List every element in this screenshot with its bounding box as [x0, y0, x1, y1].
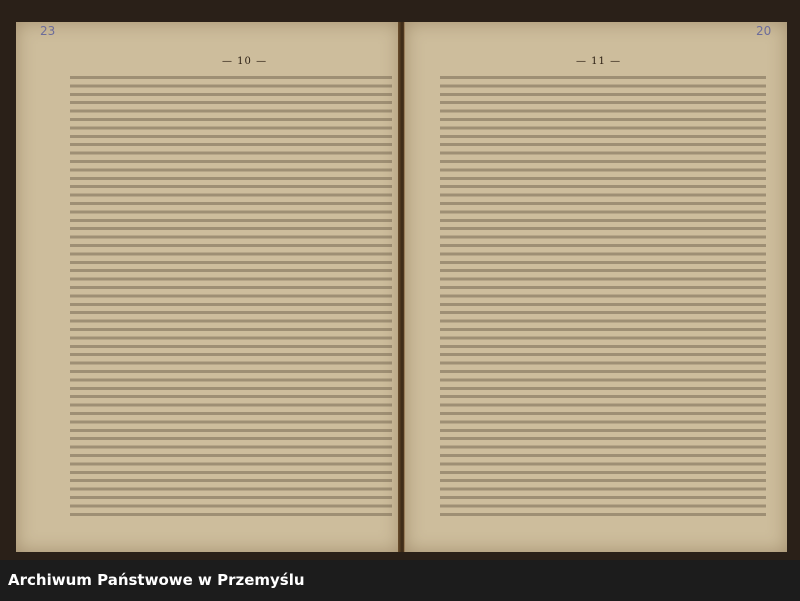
right-corner-number: 20	[756, 24, 772, 38]
left-page-text-lines	[70, 76, 392, 516]
right-page-body	[440, 76, 766, 516]
right-page-number: — 11 —	[576, 56, 622, 67]
left-corner-number: 23	[40, 24, 56, 38]
right-page-text-lines	[440, 76, 766, 516]
left-page-number: — 10 —	[222, 56, 268, 67]
archive-footer: Archiwum Państwowe w Przemyślu	[0, 560, 800, 601]
left-page-body	[70, 76, 392, 516]
